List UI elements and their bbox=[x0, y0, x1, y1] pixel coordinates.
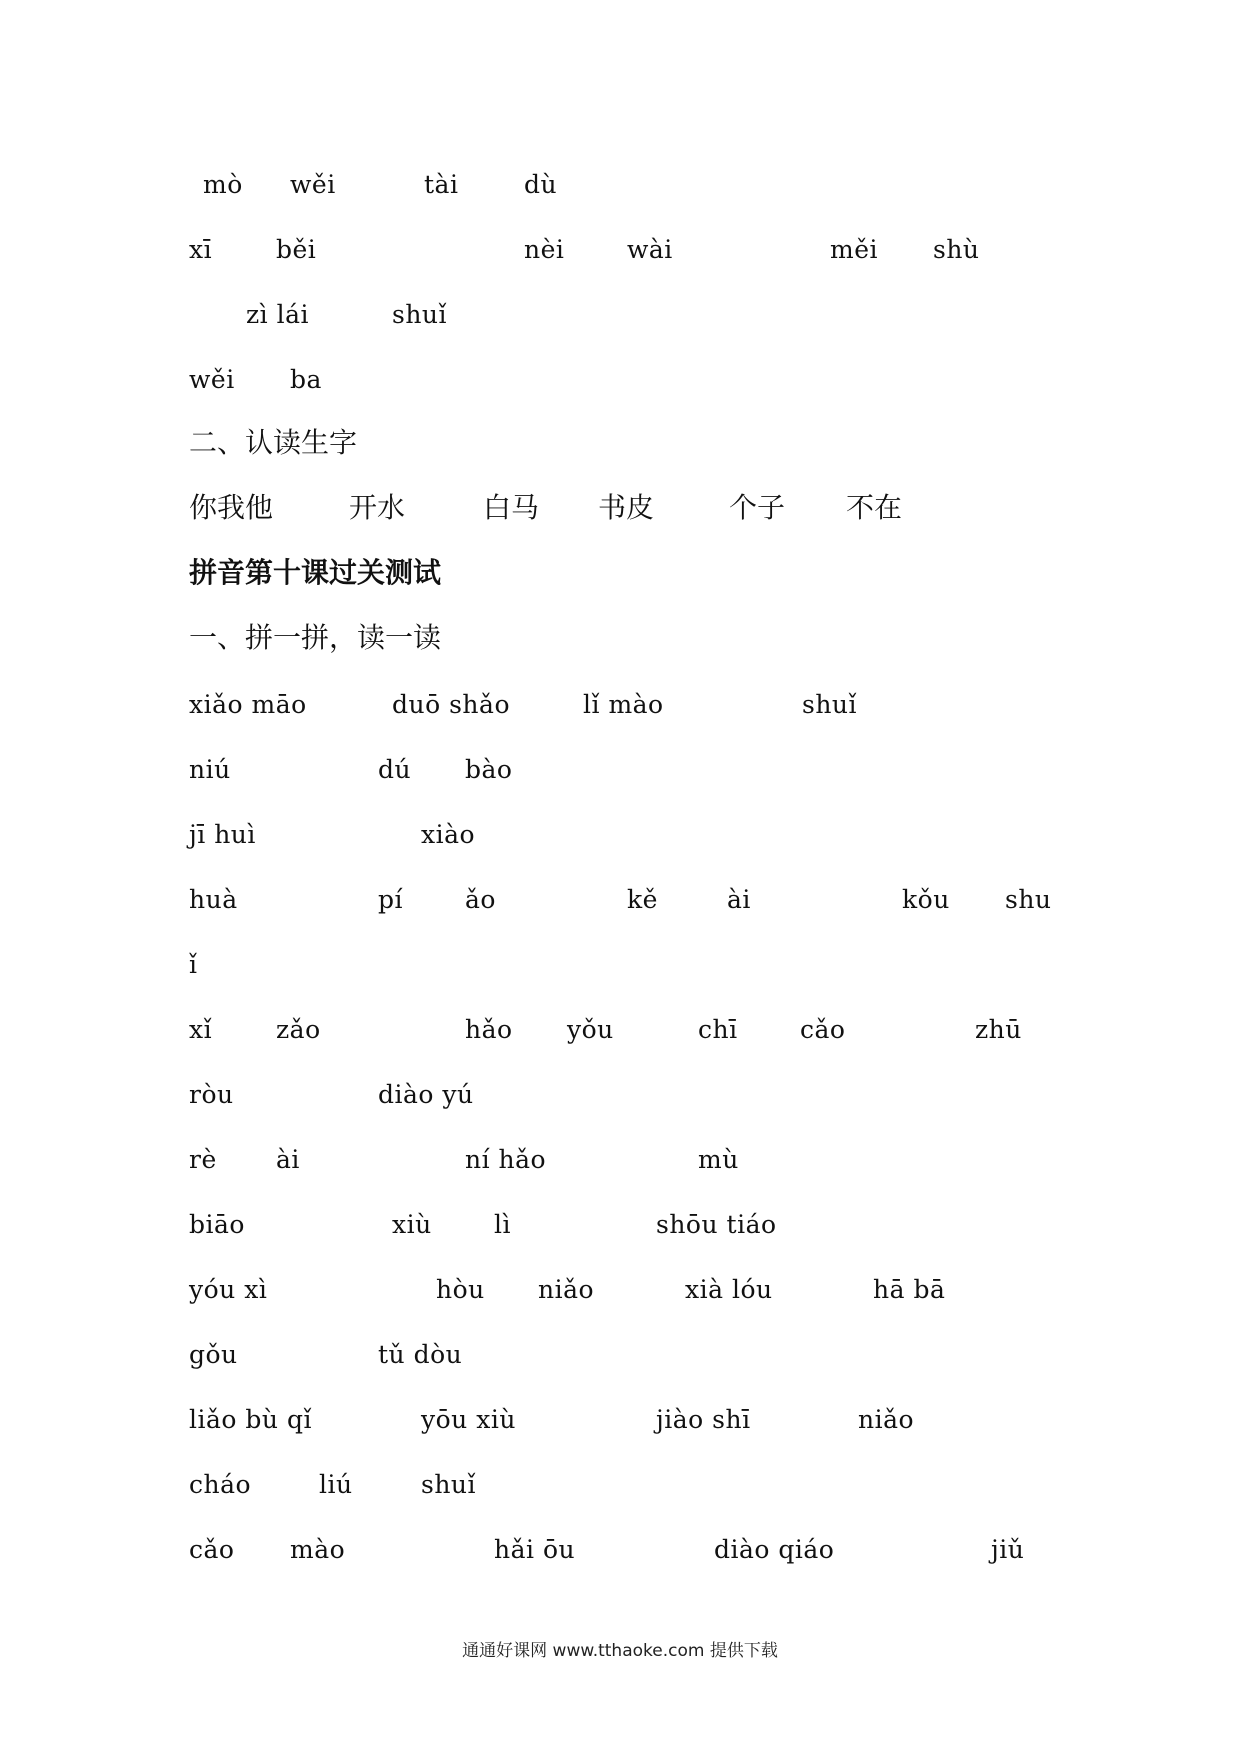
pinyin-word: jiǔ bbox=[991, 1535, 1025, 1564]
pinyin-word: cǎo bbox=[800, 1015, 846, 1044]
pinyin-word: mào bbox=[290, 1535, 346, 1564]
pinyin-word: rè bbox=[189, 1145, 217, 1174]
pinyin-word: ài bbox=[727, 885, 751, 914]
pinyin-word: lǐ mào bbox=[583, 690, 664, 719]
pinyin-word: wěi bbox=[189, 365, 235, 394]
hanzi-word: 白马 bbox=[483, 491, 540, 524]
hanzi-word: 个子 bbox=[729, 491, 786, 524]
pinyin-word: tǔ dòu bbox=[378, 1340, 463, 1369]
pinyin-word: xiù bbox=[392, 1210, 432, 1239]
pinyin-word: tài bbox=[424, 170, 459, 199]
pinyin-word: biāo bbox=[189, 1210, 245, 1239]
pinyin-word: huà bbox=[189, 885, 238, 914]
hanzi-word: 不在 bbox=[846, 491, 903, 524]
pinyin-word: cháo bbox=[189, 1470, 252, 1499]
pinyin-word: nèi bbox=[524, 235, 565, 264]
pinyin-word: ǐ bbox=[189, 950, 198, 979]
pinyin-word: zì lái bbox=[246, 300, 310, 329]
pinyin-word: kǒu bbox=[902, 885, 950, 914]
pinyin-word: xǐ bbox=[189, 1015, 213, 1044]
pinyin-word: shōu tiáo bbox=[656, 1210, 777, 1239]
pinyin-word: mù bbox=[698, 1145, 739, 1174]
pinyin-word: dú bbox=[378, 755, 412, 784]
hanzi-word: 书皮 bbox=[598, 491, 655, 524]
pinyin-word: niǎo bbox=[858, 1405, 915, 1434]
pinyin-word: hǎi ōu bbox=[494, 1535, 576, 1564]
pinyin-word: yǒu bbox=[567, 1015, 614, 1044]
pinyin-word: liǎo bù qǐ bbox=[189, 1405, 312, 1434]
pinyin-word: shuǐ bbox=[421, 1470, 477, 1499]
pinyin-word: hā bā bbox=[873, 1275, 946, 1304]
pinyin-word: diào qiáo bbox=[714, 1535, 835, 1564]
footer-credit: 通通好课网 www.tthaoke.com 提供下载 bbox=[462, 1641, 778, 1661]
pinyin-word: shuǐ bbox=[392, 300, 448, 329]
lesson-title: 拼音第十课过关测试 bbox=[189, 556, 442, 589]
pinyin-word: ròu bbox=[189, 1080, 234, 1109]
pinyin-word: kě bbox=[627, 885, 658, 914]
pinyin-word: hǎo bbox=[465, 1015, 513, 1044]
pinyin-word: ǎo bbox=[465, 885, 496, 914]
pinyin-word: dù bbox=[524, 170, 558, 199]
pinyin-word: pí bbox=[378, 885, 403, 914]
pinyin-word: ní hǎo bbox=[465, 1145, 547, 1174]
pinyin-word: xī bbox=[189, 235, 213, 264]
pinyin-word: zǎo bbox=[276, 1015, 321, 1044]
pinyin-word: bào bbox=[465, 755, 513, 784]
pinyin-word: shu bbox=[1005, 885, 1052, 914]
section-heading: 二、认读生字 bbox=[189, 426, 358, 459]
pinyin-word: ba bbox=[290, 365, 322, 394]
pinyin-word: jiào shī bbox=[656, 1405, 751, 1434]
pinyin-word: duō shǎo bbox=[392, 690, 510, 719]
hanzi-word: 开水 bbox=[349, 491, 406, 524]
pinyin-word: wài bbox=[627, 235, 673, 264]
pinyin-word: běi bbox=[276, 235, 317, 264]
pinyin-word: yóu xì bbox=[189, 1275, 268, 1304]
pinyin-word: niú bbox=[189, 755, 231, 784]
pinyin-word: lì bbox=[494, 1210, 511, 1239]
pinyin-word: hòu bbox=[436, 1275, 485, 1304]
pinyin-word: gǒu bbox=[189, 1340, 238, 1369]
pinyin-word: niǎo bbox=[538, 1275, 595, 1304]
pinyin-word: xiào bbox=[421, 820, 476, 849]
pinyin-word: mò bbox=[203, 170, 243, 199]
pinyin-word: shù bbox=[933, 235, 980, 264]
hanzi-word: 你我他 bbox=[189, 491, 274, 524]
pinyin-word: diào yú bbox=[378, 1080, 474, 1109]
pinyin-word: zhū bbox=[975, 1015, 1022, 1044]
pinyin-word: ài bbox=[276, 1145, 300, 1174]
pinyin-word: cǎo bbox=[189, 1535, 235, 1564]
pinyin-word: wěi bbox=[290, 170, 336, 199]
section-heading: 一、拼一拼，读一读 bbox=[189, 621, 442, 654]
pinyin-word: liú bbox=[319, 1470, 353, 1499]
pinyin-word: yōu xiù bbox=[421, 1405, 516, 1434]
pinyin-word: xià lóu bbox=[685, 1275, 773, 1304]
pinyin-word: xiǎo māo bbox=[189, 690, 307, 719]
pinyin-word: měi bbox=[830, 235, 878, 264]
pinyin-word: jī huì bbox=[189, 820, 256, 849]
pinyin-word: shuǐ bbox=[802, 690, 858, 719]
pinyin-word: chī bbox=[698, 1015, 738, 1044]
